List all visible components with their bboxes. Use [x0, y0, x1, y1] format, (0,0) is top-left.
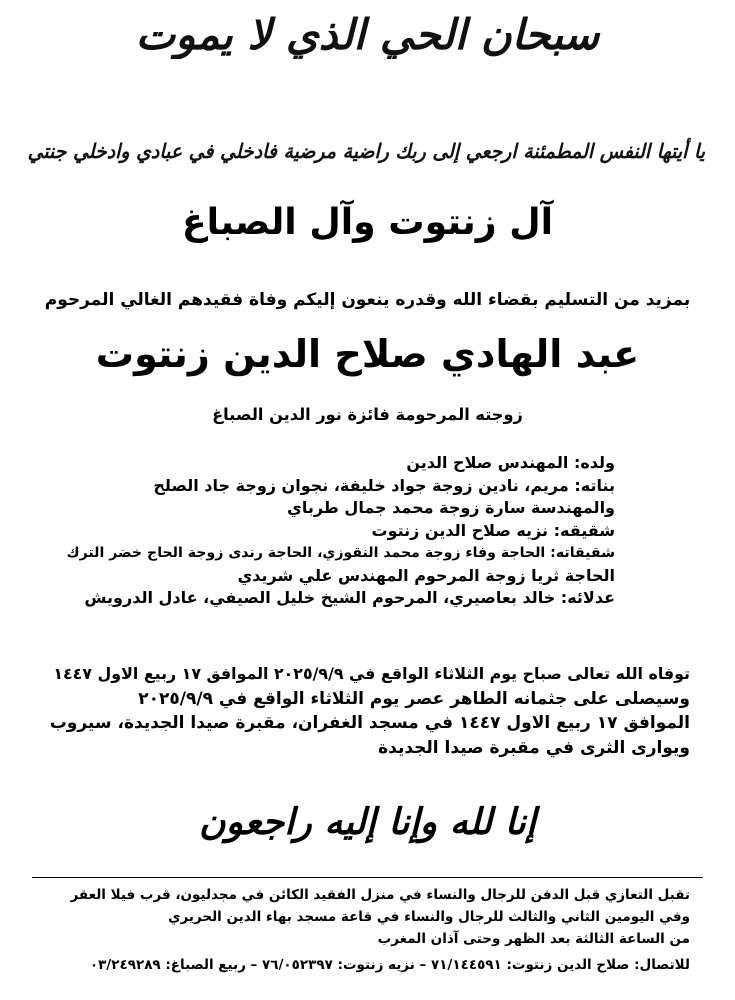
- condolence-line: تقبل التعازي قبل الدفن للرجال والنساء في منزل الفقيد الكائن في مجدليون، قرب فيلا العقر: [70, 887, 690, 903]
- calligraphy-header-top: سبحان الحي الذي لا يموت: [135, 10, 600, 59]
- notice-line: الموافق ١٧ ربيع الاول ١٤٤٧ في مسجد الغفران، مقبرة صيدا الجديدة، سيروب: [49, 713, 690, 733]
- wife-line: زوجته المرحومة فائزة نور الدين الصباغ: [212, 405, 523, 424]
- condolence-section: [30, 884, 690, 976]
- death-notice: [40, 662, 690, 760]
- notice-line: وسيصلى على جثمانه الطاهر عصر يوم الثلاثاء الواقع في ٢٠٢٥/٩/٩: [138, 688, 690, 709]
- relatives-list: [55, 452, 615, 610]
- condolence-line: وفي اليومين الثاني والثالث للرجال والنساء في قاعة مسجد بهاء الدين الحريري: [168, 909, 690, 925]
- deceased-name: عبد الهادي صلاح الدين زنتوت: [95, 332, 640, 376]
- relative-line-sisters-cont: الحاجة ثريا زوجة المرحوم المهندس علي شريدي: [237, 565, 615, 585]
- contact-line: للاتصال: صلاح الدين زنتوت: ٧١/١٤٤٥٩١ – نزيه زنتوت: ٧٦/٠٥٢٣٩٧ – ربيع الصباغ: ٠٣/٢٤٩٢٨٩: [89, 957, 690, 973]
- relative-line-daughters-cont: والمهندسة سارة زوجة محمد جمال طرباي: [287, 498, 615, 517]
- relative-line-brother: شقيقه: نزيه صلاح الدين زنتوت: [371, 520, 615, 540]
- notice-line: ويوارى الثرى في مقبرة صيدا الجديدة: [378, 737, 690, 758]
- calligraphy-quran-verse: [0, 90, 735, 191]
- relative-line-son: ولده: المهندس صلاح الدين: [406, 453, 615, 472]
- calligraphy-verse-text: يا أيتها النفس المطمئنة ارجعي إلى ربك راضية مرضية فادخلي في عبادي وادخلي جنتي: [27, 140, 705, 164]
- condolence-line: من الساعة الثالثة بعد الظهر وحتى آذان المغرب: [377, 931, 690, 947]
- relative-line-in-laws: عدلائه: خالد بعاصيري، المرحوم الشيخ خليل الصيفي، عادل الدرويش: [84, 588, 615, 607]
- section-divider: [32, 877, 703, 878]
- relative-line-daughters: بناته: مريم، نادين زوجة جواد خليفة، نجوان زوجة جاد الصلح: [153, 475, 615, 495]
- family-title: آل زنتوت وآل الصباغ: [181, 200, 554, 243]
- intro-line: بمزيد من التسليم بقضاء الله وقدره ينعون إليكم وفاة فقيدهم الغالي المرحوم: [44, 290, 691, 310]
- notice-line: توفاه الله تعالى صباح يوم الثلاثاء الواقع في ٢٠٢٥/٩/٩ الموافق ١٧ ربيع الاول ١٤٤٧: [53, 664, 690, 683]
- relative-line-sisters: شقيقاته: الحاجة وفاء زوجة محمد النقوزي، الحاجة رندى زوجة الحاج خضر الترك: [66, 545, 615, 561]
- quran-closing-calligraphy: إنا لله وإنا إليه راجعون: [199, 800, 536, 843]
